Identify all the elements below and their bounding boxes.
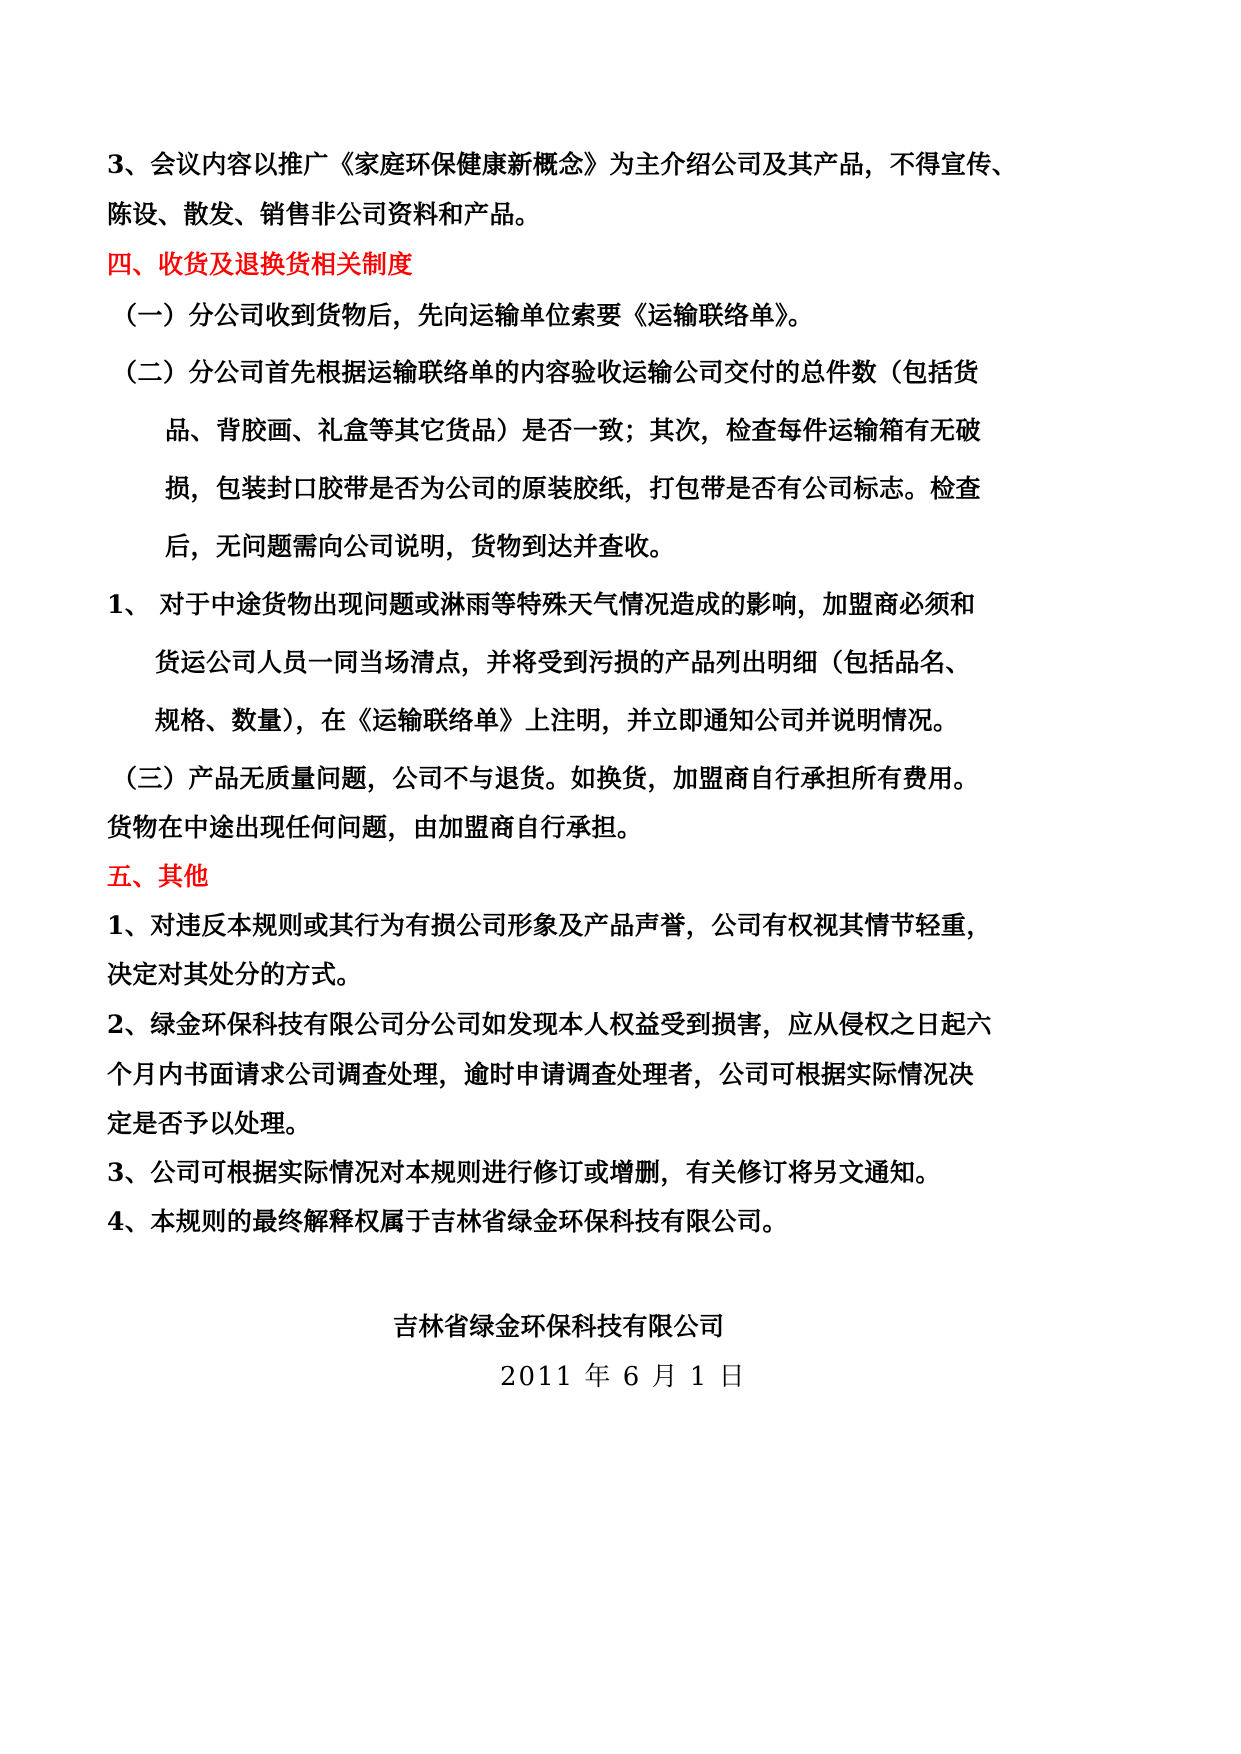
rule-item-3-line1: 3、会议内容以推广《家庭环保健康新概念》为主介绍公司及其产品，不得宣传、 — [107, 150, 1018, 179]
subclause-1-line1: 1、 对于中途货物出现问题或淋雨等特殊天气情况造成的影响，加盟商必须和 — [107, 590, 976, 619]
other-item-2-line2: 个月内书面请求公司调查处理，逾时申请调查处理者，公司可根据实际情况决 — [107, 1060, 975, 1089]
rule-item-3-line2: 陈设、散发、销售非公司资料和产品。 — [107, 200, 541, 229]
clause-2-line1: （二）分公司首先根据运输联络单的内容验收运输公司交付的总件数（包括货 — [112, 358, 980, 387]
subclause-1-line2: 货运公司人员一同当场清点，并将受到污损的产品列出明细（包括品名、 — [155, 648, 972, 677]
other-item-1-line2: 决定对其处分的方式。 — [107, 960, 363, 989]
other-item-3: 3、公司可根据实际情况对本规则进行修订或增删，有关修订将另文通知。 — [107, 1158, 941, 1187]
signature-company: 吉林省绿金环保科技有限公司 — [393, 1312, 725, 1341]
other-item-2-line3: 定是否予以处理。 — [107, 1109, 312, 1138]
other-item-2-line1: 2、绿金环保科技有限公司分公司如发现本人权益受到损害，应从侵权之日起六 — [107, 1010, 992, 1039]
clause-1: （一）分公司收到货物后，先向运输单位索要《运输联络单》。 — [112, 301, 814, 330]
clause-2-line3: 损，包装封口胶带是否为公司的原装胶纸，打包带是否有公司标志。检查 — [165, 474, 982, 503]
subclause-1-line3: 规格、数量），在《运输联络单》上注明，并立即通知公司并说明情况。 — [155, 706, 959, 735]
other-item-1-line1: 1、对违反本规则或其行为有损公司形象及产品声誉，公司有权视其情节轻重， — [107, 911, 992, 940]
clause-2-line4: 后，无问题需向公司说明，货物到达并查收。 — [165, 532, 676, 561]
clause-2-line2: 品、背胶画、礼盒等其它货品）是否一致；其次，检查每件运输箱有无破 — [165, 416, 982, 445]
section-heading-4: 四、收货及退换货相关制度 — [107, 250, 414, 279]
signature-date: 2011 年 6 月 1 日 — [500, 1362, 747, 1392]
clause-3-line1: （三）产品无质量问题，公司不与退货。如换货，加盟商自行承担所有费用。 — [112, 764, 980, 793]
clause-3-line2: 货物在中途出现任何问题，由加盟商自行承担。 — [107, 813, 643, 842]
section-heading-5: 五、其他 — [107, 862, 210, 891]
other-item-4: 4、本规则的最终解释权属于吉林省绿金环保科技有限公司。 — [107, 1207, 788, 1236]
